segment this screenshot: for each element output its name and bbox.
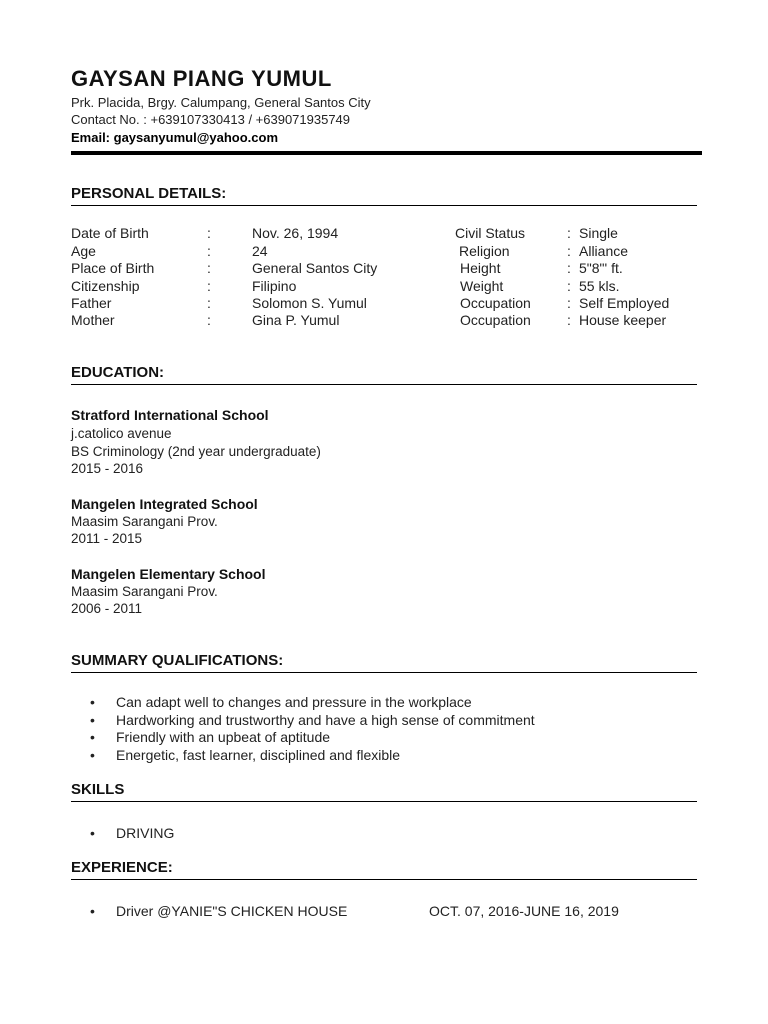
experience-heading: EXPERIENCE: bbox=[71, 859, 697, 880]
field-label: Father bbox=[71, 295, 112, 311]
field-value: Solomon S. Yumul bbox=[252, 295, 367, 311]
bullet-icon: • bbox=[90, 712, 95, 728]
header-divider bbox=[71, 151, 702, 155]
personal-row bbox=[71, 295, 711, 313]
field-label: Mother bbox=[71, 312, 115, 328]
field-label: Height bbox=[460, 260, 501, 276]
field-value: Nov. 26, 1994 bbox=[252, 225, 339, 241]
field-label: Occupation bbox=[460, 312, 531, 328]
field-label: Civil Status bbox=[455, 225, 526, 241]
personal-row bbox=[71, 243, 711, 261]
personal-row bbox=[71, 260, 711, 278]
education-heading: EDUCATION: bbox=[71, 364, 697, 385]
school-years: 2011 - 2015 bbox=[71, 531, 143, 546]
colon: : bbox=[567, 243, 571, 259]
bullet-icon: • bbox=[90, 729, 95, 745]
colon: : bbox=[567, 312, 571, 328]
qualification-text: Energetic, fast learner, disciplined and flexible bbox=[116, 747, 401, 763]
skill-text: DRIVING bbox=[116, 825, 175, 841]
colon: : bbox=[207, 295, 211, 311]
applicant-name: GAYSAN PIANG YUMUL bbox=[71, 66, 332, 91]
field-label: Occupation bbox=[460, 295, 531, 311]
field-value: Self Employed bbox=[579, 295, 670, 311]
colon: : bbox=[207, 260, 211, 276]
qualification-text: Friendly with an upbeat of aptitude bbox=[116, 729, 331, 745]
school-name: Stratford International School bbox=[71, 407, 269, 423]
school-detail: Maasim Sarangani Prov. bbox=[71, 514, 218, 529]
school-detail: Maasim Sarangani Prov. bbox=[71, 584, 218, 599]
qualification-text: Can adapt well to changes and pressure in the workplace bbox=[116, 694, 472, 710]
bullet-icon: • bbox=[90, 825, 95, 841]
field-value: 24 bbox=[252, 243, 268, 259]
field-value: Alliance bbox=[579, 243, 629, 259]
bullet-icon: • bbox=[90, 747, 95, 763]
experience-dates: OCT. 07, 2016-JUNE 16, 2019 bbox=[429, 903, 619, 919]
experience-role: Driver @YANIE"S CHICKEN HOUSE bbox=[116, 903, 348, 919]
colon: : bbox=[207, 278, 211, 294]
skills-heading: SKILLS bbox=[71, 781, 697, 802]
email: Email: gaysanyumul@yahoo.com bbox=[71, 130, 279, 145]
field-value: Single bbox=[579, 225, 618, 241]
field-label: Date of Birth bbox=[71, 225, 149, 241]
school-name: Mangelen Integrated School bbox=[71, 496, 258, 512]
field-label: Age bbox=[71, 243, 96, 259]
summary-heading: SUMMARY QUALIFICATIONS: bbox=[71, 652, 697, 673]
field-label: Weight bbox=[460, 278, 504, 294]
colon: : bbox=[207, 312, 211, 328]
contact-number: Contact No. : +639107330413 / +639071935749 bbox=[71, 112, 351, 127]
field-value: 55 kls. bbox=[579, 278, 620, 294]
field-value: Gina P. Yumul bbox=[252, 312, 340, 328]
colon: : bbox=[567, 278, 571, 294]
colon: : bbox=[207, 225, 211, 241]
field-value: Filipino bbox=[252, 278, 297, 294]
bullet-icon: • bbox=[90, 903, 95, 919]
field-value: 5"8"' ft. bbox=[579, 260, 623, 276]
personal-row bbox=[71, 312, 711, 330]
colon: : bbox=[567, 225, 571, 241]
colon: : bbox=[567, 295, 571, 311]
school-years: 2015 - 2016 bbox=[71, 461, 144, 476]
field-label: Religion bbox=[459, 243, 510, 259]
personal-details-heading: PERSONAL DETAILS: bbox=[71, 185, 697, 206]
qualification-text: Hardworking and trustworthy and have a high sense of commitment bbox=[116, 712, 535, 728]
address: Prk. Placida, Brgy. Calumpang, General Santos City bbox=[71, 95, 371, 110]
school-detail: BS Criminology (2nd year undergraduate) bbox=[71, 444, 321, 459]
school-name: Mangelen Elementary School bbox=[71, 566, 266, 582]
school-years: 2006 - 2011 bbox=[71, 601, 143, 616]
personal-row bbox=[71, 278, 711, 296]
bullet-icon: • bbox=[90, 694, 95, 710]
field-value: House keeper bbox=[579, 312, 667, 328]
field-value: General Santos City bbox=[252, 260, 378, 276]
field-label: Citizenship bbox=[71, 278, 140, 294]
field-label: Place of Birth bbox=[71, 260, 155, 276]
school-detail: j.catolico avenue bbox=[71, 426, 172, 441]
colon: : bbox=[567, 260, 571, 276]
colon: : bbox=[207, 243, 211, 259]
personal-row bbox=[71, 225, 711, 243]
